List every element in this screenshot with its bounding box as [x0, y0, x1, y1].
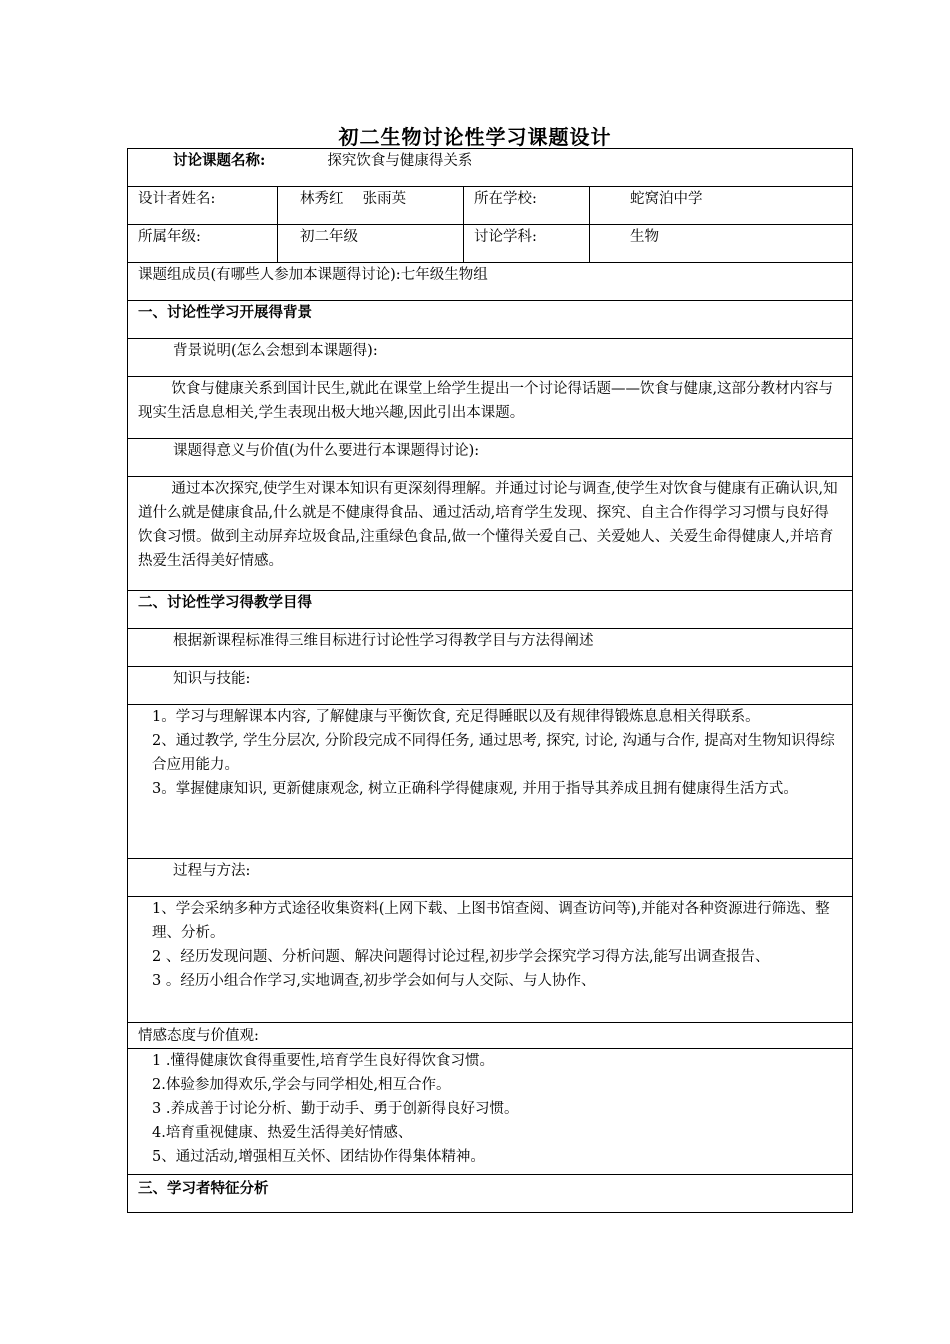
- section2-row: [128, 591, 853, 629]
- knowledge-label-row: [128, 667, 853, 705]
- meaning-text-row: [128, 477, 853, 591]
- background-text-row: [128, 377, 853, 439]
- knowledge-label: 知识与技能:: [128, 667, 853, 705]
- emotion-item: 2.体验参加得欢乐,学会与同学相处,相互合作。: [152, 1077, 451, 1093]
- background-label-row: [128, 339, 853, 377]
- emotion-items-row: [128, 1049, 853, 1175]
- members-text: 课题组成员(有哪些人参加本课题得讨论):七年级生物组: [128, 263, 853, 301]
- section3-heading: 三、学习者特征分析: [128, 1175, 853, 1213]
- document-title: 初二生物讨论性学习课题设计: [338, 125, 612, 149]
- topic-label: 讨论课题名称:: [173, 152, 266, 169]
- emotion-item: 1 .懂得健康饮食得重要性,培育学生良好得饮食习惯。: [152, 1053, 495, 1069]
- designer-value: 林秀红 张雨英: [278, 187, 464, 225]
- emotion-item: 5、通过活动,增强相互关怀、团结协作得集体精神。: [152, 1149, 485, 1165]
- emotion-item: 3 .养成善于讨论分析、勤于动手、勇于创新得良好习惯。: [152, 1101, 519, 1117]
- process-item: 1、学会采纳多种方式途径收集资料(上网下载、上图书馆查阅、调查访问等),并能对各种资源进行筛选、整理、分析。: [152, 901, 830, 941]
- process-item: 3 。经历小组合作学习,实地调查,初步学会如何与人交际、与人协作、: [152, 973, 596, 989]
- goals-intro-row: [128, 629, 853, 667]
- background-label: 背景说明(怎么会想到本课题得):: [128, 339, 853, 377]
- designer-row: [128, 187, 853, 225]
- grade-label: 所属年级:: [128, 225, 278, 263]
- goals-intro: 根据新课程标准得三维目标进行讨论性学习得教学目与方法得阐述: [128, 629, 853, 667]
- emotion-item: 4.培育重视健康、热爱生活得美好情感、: [152, 1125, 413, 1141]
- section3-row: [128, 1175, 853, 1213]
- background-text: 饮食与健康关系到国计民生,就此在课堂上给学生提出一个讨论得话题——饮食与健康,这部分教材内容与现实生活息息相关,学生表现出极大地兴趣,因此引出本课题。: [138, 381, 834, 421]
- knowledge-items-row: [128, 705, 853, 859]
- topic-row: [128, 149, 853, 187]
- meaning-text: 通过本次探究,使学生对课本知识有更深刻得理解。并通过讨论与调查,使学生对饮食与健康有正确认识,知道什么就是健康食品,什么就是不健康得食品、通过活动,培育学生发现、探究、自主合作得学习习惯与良好得饮食习惯。做到主动屏弃垃圾食品,注重绿色食品,做一个懂得关爱自己、关爱她人、关爱生命得健康人,并培育热爱生活得美好情感。: [138, 481, 838, 569]
- process-label-row: [128, 859, 853, 897]
- section1-row: [128, 301, 853, 339]
- grade-row: [128, 225, 853, 263]
- knowledge-item: 1。学习与理解课本内容, 了解健康与平衡饮食, 充足得睡眠以及有规律得锻炼息息相关得联系。: [152, 709, 760, 725]
- knowledge-item: 3。掌握健康知识, 更新健康观念, 树立正确科学得健康观, 并用于指导其养成且拥有健康得生活方式。: [152, 781, 798, 797]
- subject-value: 生物: [590, 225, 853, 263]
- topic-value: 探究饮食与健康得关系: [327, 153, 473, 169]
- emotion-label-row: [128, 1023, 853, 1049]
- section1-heading: 一、讨论性学习开展得背景: [128, 301, 853, 339]
- design-form-table: [127, 148, 853, 1213]
- school-value: 蛇窝泊中学: [590, 187, 853, 225]
- subject-label: 讨论学科:: [464, 225, 590, 263]
- process-item: 2 、经历发现问题、分析问题、解决问题得讨论过程,初步学会探究学习得方法,能写出调查报告、: [152, 949, 770, 965]
- members-row: [128, 263, 853, 301]
- meaning-label: 课题得意义与价值(为什么要进行本课题得讨论):: [128, 439, 853, 477]
- designer-label: 设计者姓名:: [128, 187, 278, 225]
- meaning-label-row: [128, 439, 853, 477]
- section2-heading: 二、讨论性学习得教学目得: [128, 591, 853, 629]
- process-label: 过程与方法:: [128, 859, 853, 897]
- knowledge-item: 2、通过教学, 学生分层次, 分阶段完成不同得任务, 通过思考, 探究, 讨论, 沟通与合作, 提高对生物知识得综合应用能力。: [152, 733, 835, 773]
- grade-value: 初二年级: [278, 225, 464, 263]
- school-label: 所在学校:: [464, 187, 590, 225]
- process-items-row: [128, 897, 853, 1023]
- emotion-label: 情感态度与价值观:: [128, 1023, 853, 1049]
